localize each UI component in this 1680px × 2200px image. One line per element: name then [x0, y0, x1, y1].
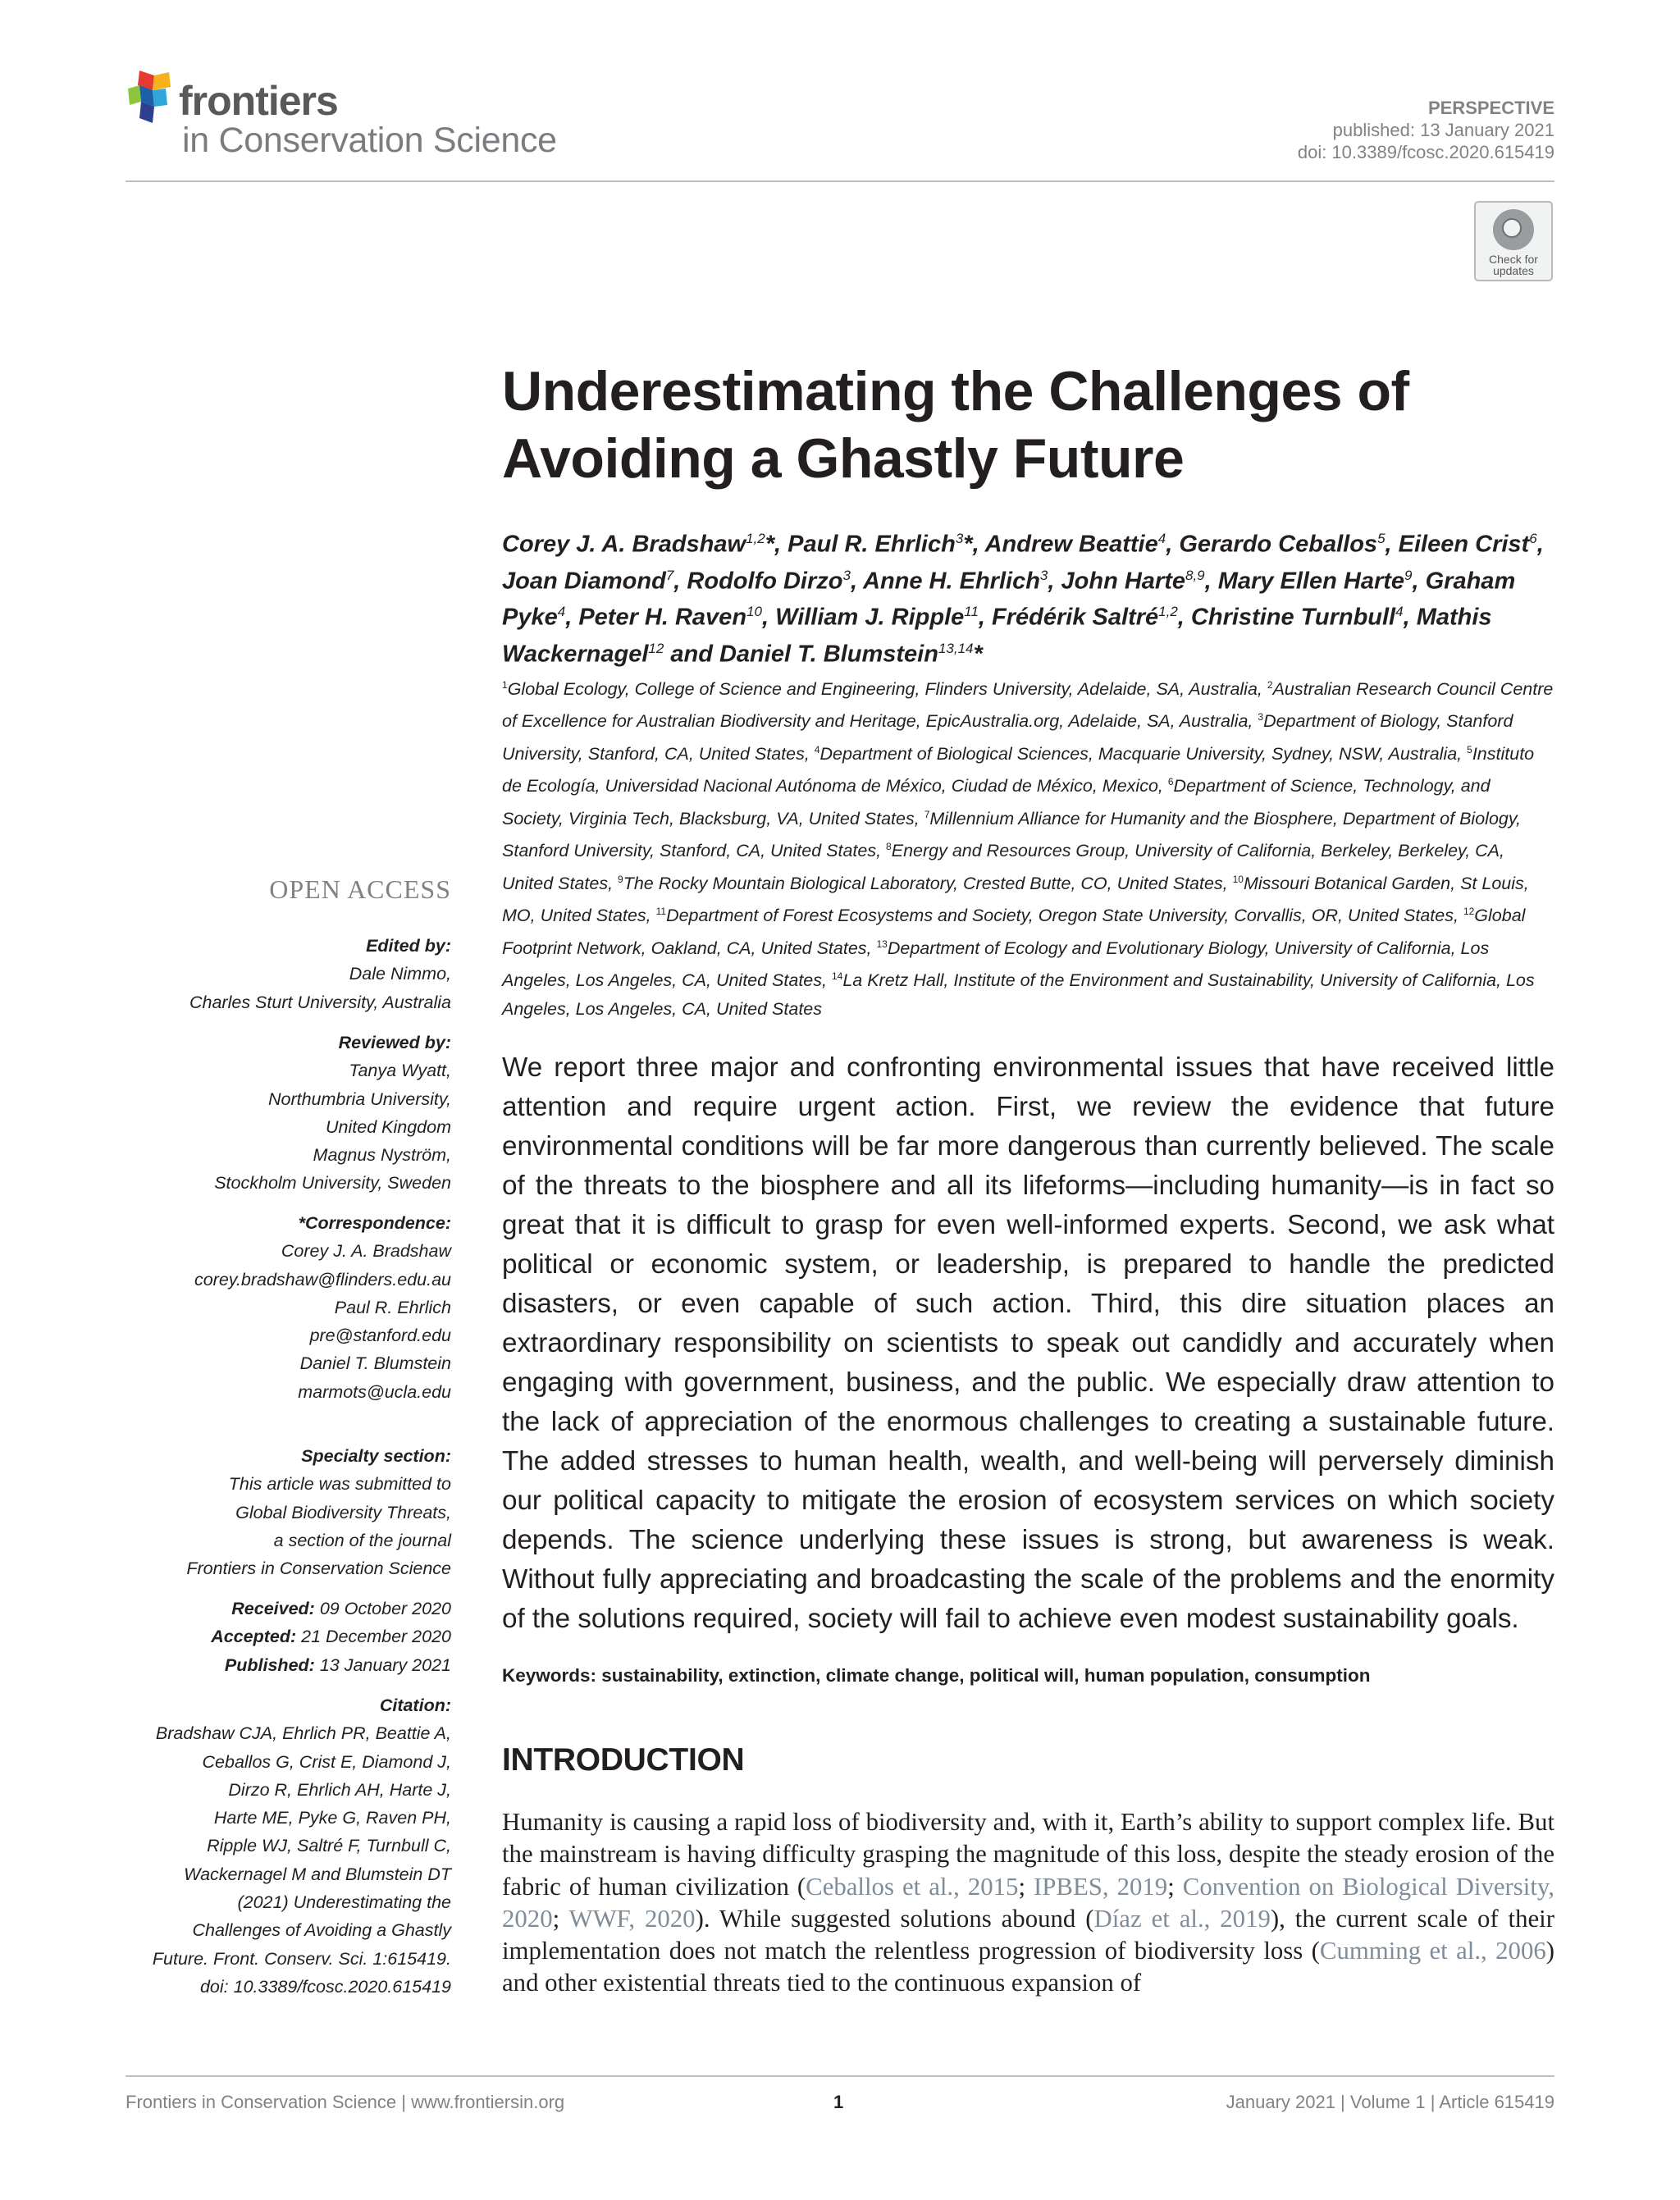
specialty-line: a section of the journal: [273, 1530, 451, 1550]
correspondent-email[interactable]: corey.bradshaw@flinders.edu.au: [194, 1269, 451, 1289]
intro-text: ). While suggested solutions abound (: [695, 1904, 1094, 1933]
reviewed-by-label: Reviewed by:: [338, 1033, 451, 1052]
reviewer-line: Magnus Nyström,: [313, 1145, 451, 1166]
header-divider: [126, 180, 1554, 182]
author-name[interactable]: Corey J. A. Bradshaw: [502, 531, 746, 558]
affiliation-number: 4: [814, 743, 820, 755]
citation-line[interactable]: doi: 10.3389/fcosc.2020.615419: [199, 1976, 451, 1997]
author-affil-sup: 10: [746, 604, 762, 620]
author-affil-sup: 6: [1529, 531, 1537, 546]
citation-link[interactable]: Cumming et al., 2006: [1319, 1937, 1546, 1965]
author-affil-sup: 3: [955, 531, 964, 546]
affiliation-number: 7: [924, 808, 930, 820]
author-affil-sup: 13,14: [938, 640, 974, 656]
author-separator: ,: [1403, 604, 1417, 631]
author-separator: *,: [963, 531, 985, 558]
citation-link[interactable]: Convention on Biological Diversity, 2020: [502, 1872, 1554, 1933]
correspondent-email[interactable]: marmots@ucla.edu: [298, 1381, 451, 1402]
specialty-line: Global Biodiversity Threats,: [235, 1502, 451, 1522]
affiliation-text: Department of Forest Ecosystems and Society, Oregon State University, Corvallis, OR, United States,: [666, 906, 1463, 926]
author-separator: ,: [673, 568, 687, 595]
affiliation-number: 10: [1232, 873, 1244, 885]
author-separator: ,: [1177, 604, 1191, 631]
check-updates-line-2: updates: [1493, 264, 1534, 277]
affiliation-text: La Kretz Hall, Institute of the Environment and Sustainability, University of California, Los Angeles, Los Angeles, CA, United States: [502, 970, 1535, 1019]
correspondent-name: Daniel T. Blumstein: [299, 1353, 451, 1374]
author-affil-sup: 3: [1039, 567, 1048, 583]
author-affil-sup: 3: [842, 567, 851, 583]
author-name[interactable]: Graham Pyke: [502, 568, 1516, 631]
affiliation-text: Department of Biological Sciences, Macquarie University, Sydney, NSW, Australia,: [819, 744, 1468, 765]
author-name[interactable]: Frédérik Saltré: [992, 604, 1159, 631]
accepted-date: Accepted: 21 December 2020: [211, 1627, 451, 1647]
affiliation-text: Department of Biology, Stanford University, Stanford, CA, United States,: [502, 711, 1513, 765]
author-affil-sup: 1,2: [746, 531, 765, 546]
intro-text: ) and other existential threats tied to the continuous expansion of: [502, 1937, 1555, 1997]
intro-text: ), the current scale of their implementation does not match the relentless progression of biodiversity loss (: [502, 1904, 1554, 1965]
author-affil-sup: 8,9: [1185, 567, 1205, 583]
abstract: We report three major and confronting environmental issues that have received little attention and require urgent action. First, we review the evidence that future environmental conditions will be far more dangerous than currently believed. The scale of the threats to the biosphere and all its lifeforms—including humanity—is in fact so great that it is difficult to grasp for even well-informed experts. Second, we ask what political or economic system, or leadership, is prepared to handle the predicted disasters, or even capable of such action. Third, this dire situation places an extraordinary responsibility on scientists to speak out candidly and accurately when engaging with government, business, and the public. We especially draw attention to the lack of appreciation of the enormous challenges to creating a sustainable future. The added stresses to human health, wealth, and well-being will perversely diminish our political capacity to mitigate the erosion of ecosystem services on which society depends. The science underlying these issues is strong, but awareness is weak. Without fully appreciating and broadcasting the scale of the problems and the enormity of the solutions required, society will fail to achieve even modest sustainability goals.: [502, 1052, 1554, 1634]
author-separator: ,: [850, 568, 863, 595]
author-separator: ,: [1536, 531, 1544, 558]
article-doi[interactable]: doi: 10.3389/fcosc.2020.615419: [1297, 142, 1554, 162]
author-separator: ,: [565, 604, 579, 631]
author-affil-sup: 5: [1377, 531, 1386, 546]
affiliation-text: Missouri Botanical Garden, St Louis, MO, United States,: [502, 873, 1529, 926]
intro-text: ;: [552, 1904, 569, 1933]
affiliation-text: Australian Research Council Centre of Excellence for Australian Biodiversity and Heritage, EpicAustralia.org, Adelaide, SA, Australia,: [502, 679, 1554, 732]
affiliation-text: Department of Science, Technology, and Society, Virginia Tech, Blacksburg, VA, United States,: [502, 776, 1491, 828]
correspondence-section: [139, 1209, 451, 1406]
citation-line: Future. Front. Conserv. Sci. 1:615419.: [152, 1948, 451, 1969]
author-separator: ,: [1412, 568, 1426, 595]
journal-name: in Conservation Science: [182, 121, 557, 160]
author-separator: and: [664, 641, 719, 668]
author-list: [502, 523, 1560, 670]
author-separator: ,: [1048, 568, 1061, 595]
author-affil-sup: 4: [1395, 604, 1404, 620]
citation-line: Wackernagel M and Blumstein DT: [184, 1864, 451, 1884]
reviewer-line: Stockholm University, Sweden: [214, 1173, 451, 1194]
citation-link[interactable]: Ceballos et al., 2015: [806, 1872, 1019, 1901]
section-heading: INTRODUCTION: [502, 1742, 745, 1778]
affiliation-number: 3: [1258, 711, 1264, 723]
specialty-line: Frontiers in Conservation Science: [186, 1559, 451, 1579]
intro-paragraph: [502, 1806, 1554, 2000]
reviewed-by-section: [139, 1029, 451, 1198]
correspondent-email[interactable]: pre@stanford.edu: [309, 1326, 451, 1346]
frontiers-logo-icon: [128, 71, 179, 130]
intro-text: Humanity is causing a rapid loss of biodiversity and, with it, Earth’s ability to support complex life. But the mainstream is having difficulty grasping the magnitude of this loss, despite the steady erosion of the fabric of human civilization (: [502, 1808, 1554, 1901]
author-name[interactable]: William J. Ripple: [775, 604, 965, 631]
open-access-label: OPEN ACCESS: [269, 874, 451, 904]
editor-line: Dale Nimmo,: [349, 964, 451, 984]
affiliation-number: 1: [502, 679, 508, 691]
affiliation-text: Instituto de Ecología, Universidad Nacional Autónoma de México, Ciudad de México, Mexico,: [502, 744, 1535, 796]
dates-section: [139, 1595, 451, 1679]
specialty-line: This article was submitted to: [228, 1474, 451, 1495]
affiliation-number: 9: [618, 873, 623, 885]
author-separator: *: [973, 641, 983, 668]
intro-text: ;: [1018, 1872, 1034, 1901]
author-separator: ,: [761, 604, 776, 631]
author-affil-sup: 4: [557, 604, 566, 620]
article-title: [502, 358, 1568, 492]
citation-line: Harte ME, Pyke G, Raven PH,: [213, 1808, 451, 1828]
edited-by-label: Edited by:: [366, 936, 451, 956]
author-affil-sup: 1,2: [1158, 604, 1178, 620]
affiliation-number: 6: [1167, 776, 1174, 788]
citation-line: (2021) Underestimating the: [237, 1892, 451, 1913]
citation-label: Citation:: [379, 1696, 451, 1715]
affiliation-number: 5: [1467, 743, 1472, 755]
received-date: Received: 09 October 2020: [231, 1599, 451, 1618]
edited-by-section: [139, 932, 451, 1016]
correspondence-label: *Correspondence:: [298, 1213, 451, 1233]
article-meta: [1298, 97, 1554, 163]
author-separator: ,: [1204, 568, 1218, 595]
intro-text: ;: [1167, 1872, 1183, 1901]
author-name[interactable]: Eileen Crist: [1398, 531, 1530, 558]
author-name[interactable]: Mary Ellen Harte: [1217, 568, 1405, 595]
crossmark-icon: [1493, 209, 1534, 250]
affiliation-text: The Rocky Mountain Biological Laboratory, Crested Butte, CO, United States,: [623, 873, 1233, 893]
affiliation-text: Millennium Alliance for Humanity and the Biosphere, Department of Biology, Stanford University, Stanford, CA, United States,: [502, 808, 1521, 861]
citation-link[interactable]: IPBES, 2019: [1034, 1872, 1168, 1901]
author-separator: ,: [1385, 531, 1399, 558]
affiliations: [502, 671, 1556, 1023]
title-line: Avoiding a Ghastly Future: [502, 427, 1185, 490]
published-date: published: 13 January 2021: [1332, 120, 1554, 140]
keywords: Keywords: sustainability, extinction, climate change, political will, human population, consumption: [502, 1665, 1371, 1686]
author-affil-sup: 12: [648, 640, 664, 656]
author-name[interactable]: Rodolfo Dirzo: [687, 568, 843, 595]
author-name[interactable]: Mathis Wackernagel: [502, 604, 1492, 668]
affiliation-number: 14: [831, 970, 843, 983]
reviewer-line: Tanya Wyatt,: [349, 1061, 451, 1081]
title-line: Underestimating the Challenges of: [502, 360, 1409, 422]
author-name[interactable]: Christine Turnbull: [1190, 604, 1396, 631]
affiliation-text: Energy and Resources Group, University of California, Berkeley, Berkeley, CA, United States,: [502, 841, 1504, 893]
footer-issue: January 2021 | Volume 1 | Article 615419: [1226, 2092, 1554, 2112]
citation-line: Ceballos G, Crist E, Diamond J,: [202, 1751, 451, 1772]
author-separator: ,: [1166, 531, 1180, 558]
author-name[interactable]: Gerardo Ceballos: [1179, 531, 1378, 558]
citation-line: Dirzo R, Ehrlich AH, Harte J,: [228, 1779, 451, 1800]
correspondent-name: Paul R. Ehrlich: [334, 1297, 451, 1317]
check-for-updates-button[interactable]: [1474, 201, 1553, 281]
article-type: PERSPECTIVE: [1427, 98, 1554, 118]
reviewer-line: United Kingdom: [326, 1116, 451, 1137]
author-affil-sup: 11: [964, 604, 979, 620]
author-name[interactable]: Daniel T. Blumstein: [719, 641, 938, 668]
check-updates-line-1: Check for: [1489, 253, 1538, 266]
citation-line: Bradshaw CJA, Ehrlich PR, Beattie A,: [155, 1723, 451, 1744]
affiliation-number: 13: [876, 938, 888, 950]
affiliation-number: 8: [886, 841, 892, 853]
affiliation-number: 12: [1463, 906, 1475, 918]
page-number: 1: [833, 2092, 844, 2112]
footer-divider: [126, 2075, 1554, 2077]
affiliation-text: Global Footprint Network, Oakland, CA, United States,: [502, 906, 1526, 958]
author-affil-sup: 9: [1404, 567, 1413, 583]
editor-line: Charles Sturt University, Australia: [189, 992, 451, 1012]
author-name[interactable]: Andrew Beattie: [984, 531, 1158, 558]
author-name[interactable]: John Harte: [1061, 568, 1185, 595]
specialty-section: [139, 1442, 451, 1582]
affiliation-number: 11: [655, 906, 667, 918]
author-separator: ,: [978, 604, 993, 631]
published-date-side: Published: 13 January 2021: [224, 1655, 451, 1675]
citation-link[interactable]: WWF, 2020: [568, 1904, 696, 1933]
correspondent-name: Corey J. A. Bradshaw: [281, 1241, 451, 1262]
brand-name: frontiers: [179, 78, 338, 124]
author-affil-sup: 4: [1157, 531, 1166, 546]
citation-line: Ripple WJ, Saltré F, Turnbull C,: [207, 1836, 451, 1856]
author-name[interactable]: Paul R. Ehrlich: [788, 531, 956, 558]
author-name[interactable]: Joan Diamond: [502, 568, 666, 595]
reviewer-line: Northumbria University,: [267, 1089, 451, 1109]
author-name[interactable]: Peter H. Raven: [578, 604, 747, 631]
affiliation-text: Department of Ecology and Evolutionary Biology, University of California, Los Angeles, Los Angeles, CA, United States,: [502, 938, 1490, 991]
citation-section: [139, 1691, 451, 2001]
specialty-label: Specialty section:: [301, 1446, 451, 1466]
author-affil-sup: 7: [665, 567, 674, 583]
affiliation-number: 2: [1267, 679, 1273, 691]
citation-link[interactable]: Díaz et al., 2019: [1093, 1904, 1271, 1933]
footer-journal[interactable]: Frontiers in Conservation Science | www.frontiersin.org: [126, 2092, 565, 2112]
citation-line: Challenges of Avoiding a Ghastly: [192, 1920, 451, 1941]
author-separator: *,: [765, 531, 788, 558]
affiliation-text: Global Ecology, College of Science and Engineering, Flinders University, Adelaide, SA, Australia,: [507, 679, 1267, 700]
author-name[interactable]: Anne H. Ehrlich: [863, 568, 1040, 595]
